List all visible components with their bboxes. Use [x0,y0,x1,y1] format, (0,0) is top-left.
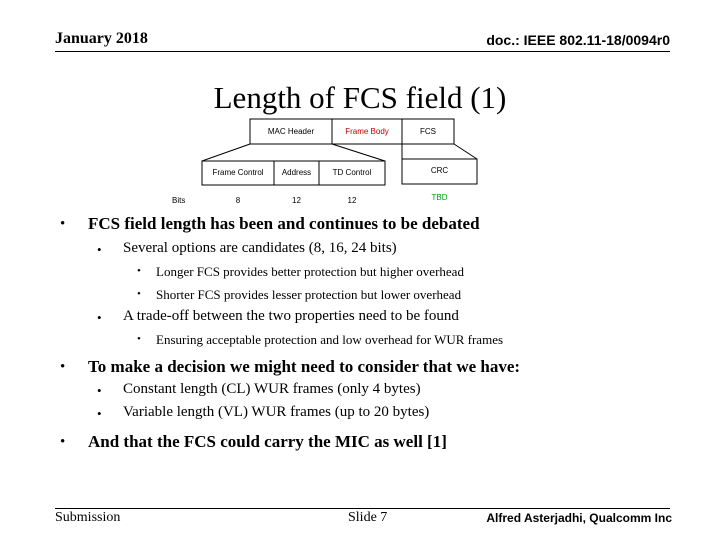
bullet-marker: • [137,288,141,300]
field-fcs: FCS [420,127,436,136]
slide-title: Length of FCS field (1) [213,80,507,115]
bits-frame-control: 8 [235,196,241,205]
footer-rule [55,508,670,509]
subfield-crc: CRC [430,166,449,175]
subfield-td-control: TD Control [332,168,372,177]
bullet-l2-constant-length: Constant length (CL) WUR frames (only 4 bytes) [123,381,421,397]
bits-address: 12 [292,196,301,205]
field-mac-header: MAC Header [267,127,315,136]
bullet-l3-shorter-fcs: Shorter FCS provides lesser protection but lower overhead [156,287,462,302]
bullet-l1-fcs-mic: And that the FCS could carry the MIC as well [1] [88,432,447,451]
subfield-address: Address [281,168,312,177]
diagram-lines [0,0,720,215]
subfield-frame-control: Frame Control [212,168,264,177]
bullet-l1-fcs-debate: FCS field length has been and continues to be debated [88,214,480,233]
bits-crc: TBD [431,193,448,202]
bits-td-control: 12 [347,196,357,205]
frame-format-diagram [0,0,720,215]
footer-author: Alfred Asterjadhi, Qualcomm Inc [486,511,672,525]
bullet-marker: • [97,310,102,325]
bullet-marker: • [60,216,66,232]
bullet-marker: • [97,383,102,398]
bullet-marker: • [60,434,66,450]
bullet-l2-options: Several options are candidates (8, 16, 24 bits) [123,240,397,256]
bullet-marker: • [97,242,102,257]
footer-slide-number: Slide 7 [348,510,388,525]
field-frame-body: Frame Body [345,127,389,136]
bullet-l2-variable-length: Variable length (VL) WUR frames (up to 20 bytes) [123,404,430,420]
bullet-l2-trade-off: A trade-off between the two properties need to be found [123,308,459,324]
bullet-marker: • [137,265,141,277]
footer-submission: Submission [55,510,121,525]
bullet-marker: • [60,359,66,375]
bullet-l1-decision: To make a decision we might need to consider that we have: [88,357,521,376]
bullet-l3-longer-fcs: Longer FCS provides better protection but higher overhead [156,264,464,279]
bullet-marker: • [137,333,141,345]
bullet-l3-ensuring: Ensuring acceptable protection and low overhead for WUR frames [156,332,504,347]
bits-label: Bits [172,196,186,205]
header-doc-id: doc.: IEEE 802.11-18/0094r0 [486,32,670,48]
bullet-marker: • [97,406,102,421]
header-date: January 2018 [55,30,148,47]
